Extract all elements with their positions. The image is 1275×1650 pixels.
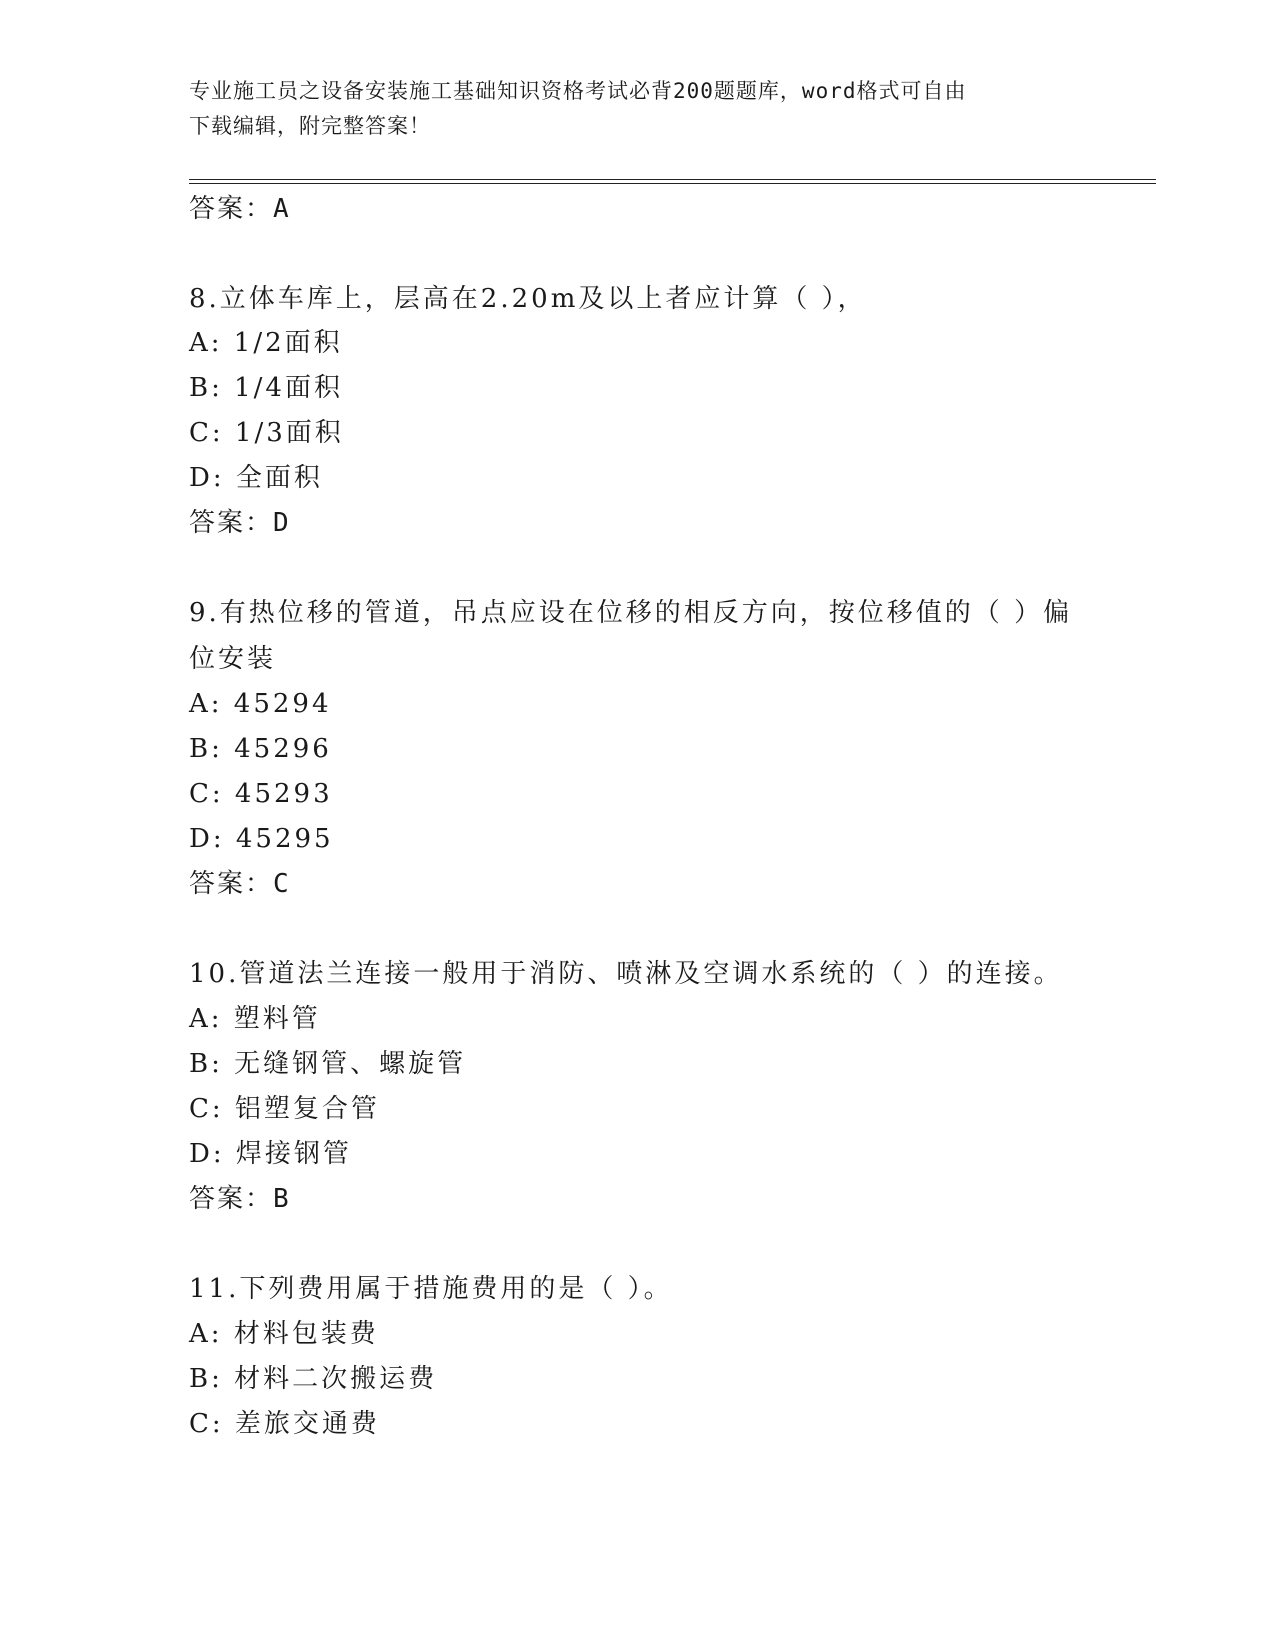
question-9-stem-line-1: 9.有热位移的管道，吊点应设在位移的相反方向，按位移值的（ ）偏 (189, 598, 1073, 628)
question-10-stem: 10.管道法兰连接一般用于消防、喷淋及空调水系统的（ ）的连接。 (189, 959, 1063, 989)
question-8-option-a: A: 1/2面积 (189, 328, 343, 358)
question-11-option-b: B: 材料二次搬运费 (189, 1364, 438, 1394)
header-line-2: 下载编辑，附完整答案！ (189, 114, 431, 138)
question-9-option-a: A: 45294 (189, 689, 332, 719)
question-11-stem: 11.下列费用属于措施费用的是（ ）。 (189, 1274, 673, 1304)
question-9-answer: 答案：C (189, 869, 291, 899)
question-9-stem-line-2: 位安装 (189, 644, 277, 674)
question-8-option-c: C: 1/3面积 (189, 418, 344, 448)
question-8-answer: 答案：D (189, 508, 291, 538)
question-8-stem: 8.立体车库上，层高在2.20m及以上者应计算（ ）， (189, 284, 867, 314)
question-8-option-d: D: 全面积 (189, 463, 323, 493)
question-10-option-d: D: 焊接钢管 (189, 1139, 352, 1169)
question-9-option-b: B: 45296 (189, 734, 332, 764)
header-divider-bottom (189, 183, 1156, 184)
question-10-option-a: A: 塑料管 (189, 1004, 321, 1034)
question-9-option-d: D: 45295 (189, 824, 334, 854)
question-11-option-a: A: 材料包装费 (189, 1319, 379, 1349)
question-8-option-b: B: 1/4面积 (189, 373, 343, 403)
question-10-option-b: B: 无缝钢管、螺旋管 (189, 1049, 467, 1079)
question-11-option-c: C: 差旅交通费 (189, 1409, 380, 1439)
header-line-1: 专业施工员之设备安装施工基础知识资格考试必背200题题库，word格式可自由 (189, 79, 967, 103)
document-header (189, 74, 1089, 144)
question-10-answer: 答案：B (189, 1184, 291, 1214)
question-9-option-c: C: 45293 (189, 779, 333, 809)
previous-answer: 答案：A (189, 194, 291, 224)
question-10-option-c: C: 铝塑复合管 (189, 1094, 380, 1124)
header-divider-top (189, 179, 1156, 180)
